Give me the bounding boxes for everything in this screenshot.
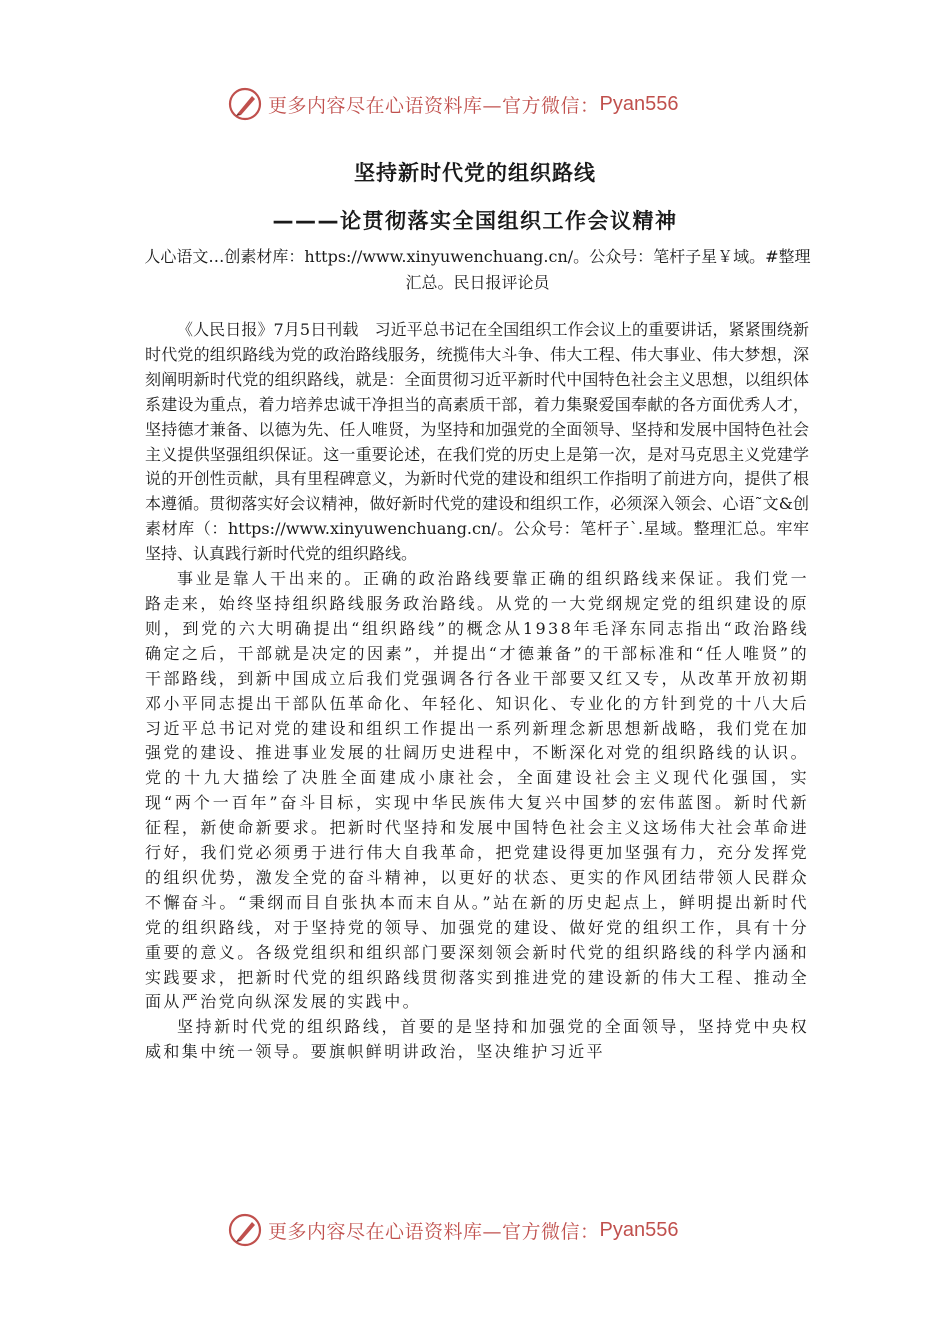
- article-title: 坚持新时代党的组织路线: [354, 161, 596, 185]
- banner-handle: Pyan556: [599, 92, 679, 115]
- article-body: [145, 318, 809, 1065]
- header-banner: [228, 86, 728, 122]
- banner-text: 更多内容尽在心语资料库—官方微信：: [268, 1220, 600, 1243]
- article-subtitle: ———论贯彻落实全国组织工作会议精神: [272, 209, 678, 233]
- paragraph: 《人民日报》7月5日刊载 习近平总书记在全国组织工作会议上的重要讲话，紧紧围绕新时代党的组织路线为党的政治路线服务，统揽伟大斗争、伟大工程、伟大事业、伟大梦想，深刻阐明新时代党的组织路线，就是：全面贯彻习近平新时代中国特色社会主义思想，以组织体系建设为重点，着力培养忠诚干净担当的高素质干部，着力集聚爱国奉献的各方面优秀人才，坚持德才兼备、以德为先、任人唯贤，为坚持和加强党的全面领导、坚持和发展中国特色社会主义提供坚强组织保证。这一重要论述，在我们党的历史上是第一次，是对马克思主义党建学说的开创性贡献，具有里程碑意义，为新时代党的建设和组织工作指明了前进方向，提供了根本遵循。贯彻落实好会议精神，做好新时代党的建设和组织工作，必须深入领会、心语˜文&创素材库（：https://www.xinyuwenchuang.cn/。公众号：笔杆子`.星域。整理汇总。牢牢坚持、认真践行新时代党的组织路线。: [145, 320, 809, 564]
- footer-banner: [228, 1212, 728, 1248]
- article-source: 人心语文…创素材库：https://www.xinyuwenchuang.cn/。公众号：笔杆子星￥域。#整理汇总。民日报评论员: [144, 247, 811, 292]
- pen-logo-icon: [228, 1213, 262, 1247]
- paragraph: 事业是靠人干出来的。正确的政治路线要靠正确的组织路线来保证。我们党一路走来，始终坚持组织路线服务政治路线。从党的一大党纲规定党的组织建设的原则，到党的六大明确提出“组织路线”的概念从1938年毛泽东同志指出“政治路线确定之后，干部就是决定的因素”，并提出“才德兼备”的干部标准和“任人唯贤”的干部路线，到新中国成立后我们党强调各行各业干部要又红又专，从改革开放初期邓小平同志提出干部队伍革命化、年轻化、知识化、专业化的方针到党的十八大后习近平总书记对党的建设和组织工作提出一系列新理念新思想新战略，我们党在加强党的建设、推进事业发展的壮阔历史进程中，不断深化对党的组织路线的认识。党的十九大描绘了决胜全面建成小康社会，全面建设社会主义现代化强国，实现“两个一百年”奋斗目标，实现中华民族伟大复兴中国梦的宏伟蓝图。新时代新征程，新使命新要求。把新时代坚持和发展中国特色社会主义这场伟大社会革命进行好，我们党必须勇于进行伟大自我革命，把党建设得更加坚强有力，充分发挥党的组织优势，激发全党的奋斗精神，以更好的状态、更实的作风团结带领人民群众不懈奋斗。“秉纲而目自张执本而末自从。”站在新的历史起点上，鲜明提出新时代党的组织路线，对于坚持党的领导、加强党的建设、做好党的组织工作，具有十分重要的意义。各级党组织和组织部门要深刻领会新时代党的组织路线的科学内涵和实践要求，把新时代党的组织路线贯彻落实到推进党的建设新的伟大工程、推动全面从严治党向纵深发展的实践中。: [145, 569, 809, 1012]
- banner-handle: Pyan556: [599, 1218, 679, 1241]
- banner-text: 更多内容尽在心语资料库—官方微信：: [268, 94, 600, 117]
- paragraph: 坚持新时代党的组织路线，首要的是坚持和加强党的全面领导，坚持党中央权威和集中统一领导。要旗帜鲜明讲政治，坚决维护习近平: [145, 1017, 809, 1062]
- pen-logo-icon: [228, 87, 262, 121]
